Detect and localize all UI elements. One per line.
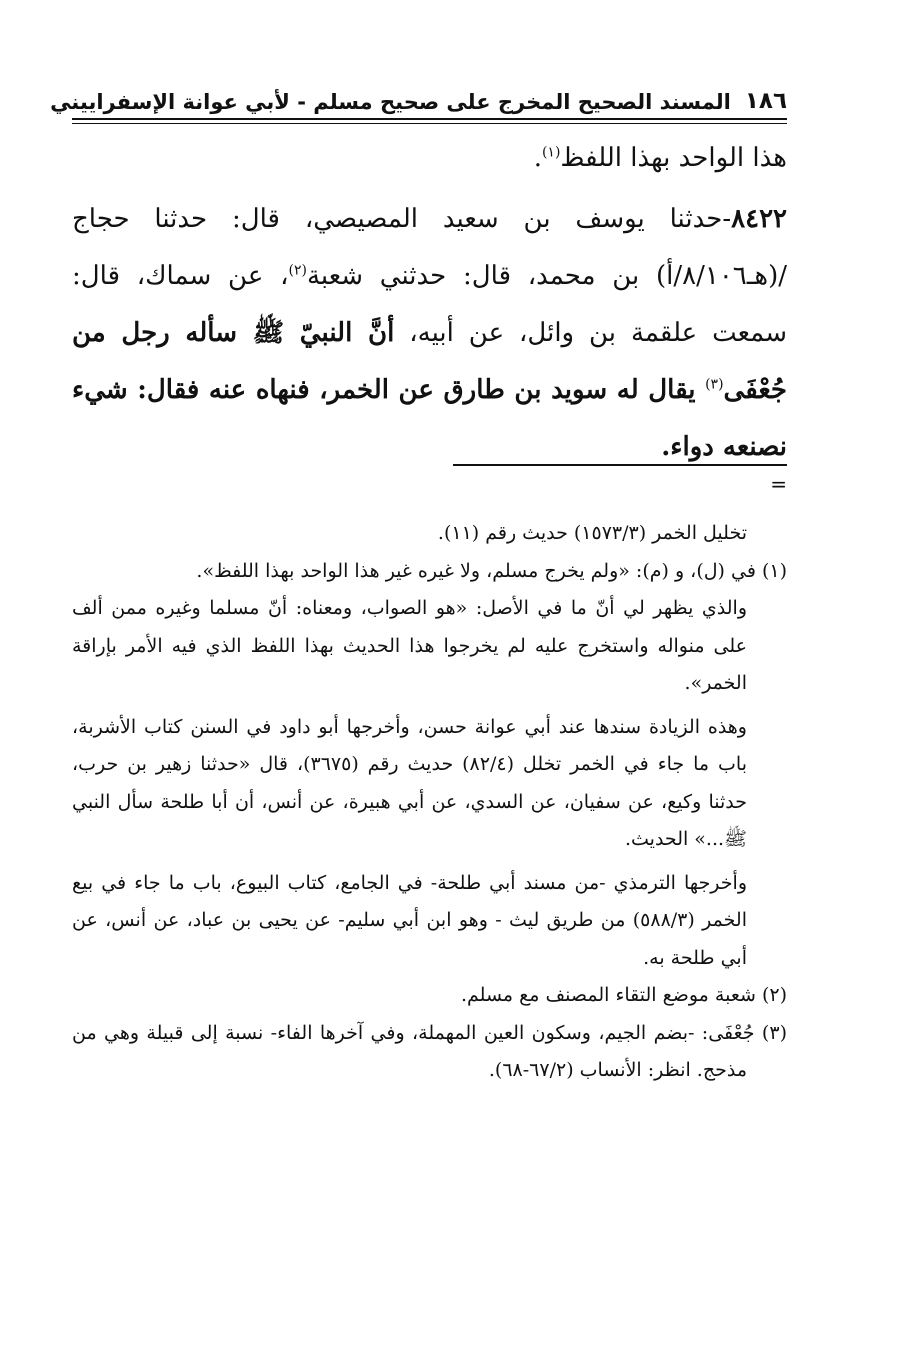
footnote-ref-2: (٢) bbox=[288, 262, 307, 279]
continuation-line bbox=[72, 130, 787, 187]
main-text bbox=[72, 130, 787, 476]
footnote-carry-over: تخليل الخمر (١٥٧٣/٣) حديث رقم (١١). bbox=[437, 522, 747, 544]
footnote-1-para-3: وهذه الزيادة سندها عند أبي عوانة حسن، وأخرجها أبو داود في السنن كتاب الأشربة، باب ما جاء في الخمر تخلل (٨٢/٤) حديث رقم (٣٦٧٥)، قال «حدثنا زهير بن حرب، حدثنا وكيع، عن سفيان، عن السدي، عن أبي هبيرة، عن أنس، أن أبا طلحة سأل النبي ﷺ...» الحديث. bbox=[72, 715, 747, 850]
hadith-chain-cont: ، عن سماك، قال: سمعت علقمة بن وائل، عن أبيه، bbox=[72, 261, 787, 348]
footnote-3: (٣) جُعْفَى: -بضم الجيم، وسكون العين المهملة، وفي آخرها الفاء- نسبة إلى قبيلة وهي من مذحج. انظر: الأنساب (٦٧/٢-٦٨). bbox=[72, 1021, 787, 1081]
hadith-matn-1: أنَّ النبيّ ﷺ سأله رجل من جُعْفَى bbox=[72, 318, 787, 405]
continuation-mark: = bbox=[770, 472, 787, 496]
footnote-2: (٢) شعبة موضع التقاء المصنف مع مسلم. bbox=[461, 984, 787, 1006]
running-title: المسند الصحيح المخرج على صحيح مسلم - لأبي عوانة الإسفراييني bbox=[50, 90, 731, 114]
header-rule-thin bbox=[72, 123, 787, 124]
footnotes bbox=[72, 515, 787, 1090]
continuation-text: هذا الواحد بهذا اللفظ bbox=[560, 143, 787, 173]
continuation-end: . bbox=[533, 143, 542, 173]
footnote-ref-3: (٣) bbox=[705, 376, 724, 393]
footnote-1-para-4: وأخرجها الترمذي -من مسند أبي طلحة- في الجامع، كتاب البيوع، باب ما جاء في بيع الخمر (٥٨٨/٣) من طريق ليث - وهو ابن أبي سليم- عن يحيى بن عباد، عن أنس، عن أبي طلحة به. bbox=[72, 871, 747, 969]
footnote-separator bbox=[453, 464, 787, 466]
header-rule bbox=[72, 118, 787, 120]
hadith-paragraph bbox=[72, 191, 787, 476]
footnote-1: (١) في (ل)، و (م): «ولم يخرج مسلم، ولا غيره غير هذا الواحد بهذا اللفظ». bbox=[196, 559, 787, 582]
hadith-number: ٨٤٢٢ bbox=[731, 204, 787, 234]
footnote-1-para-2: والذي يظهر لي أنّ ما في الأصل: «هو الصواب، ومعناه: أنّ مسلما وغيره ممن ألف على منواله واستخرج عليه لم يخرجوا هذا الحديث بهذا اللفظ الذي فيه الأمر بإراقة الخمر». bbox=[72, 597, 747, 694]
footnote-ref-1: (١) bbox=[541, 144, 561, 161]
hadith-chain: -حدثنا يوسف بن سعيد المصيصي، قال: حدثنا حجاج /(هـ٨/١٠٦/أ) بن محمد، قال: حدثني شعبة bbox=[72, 204, 787, 291]
page-number: ١٨٦ bbox=[744, 88, 787, 114]
hadith-matn-2: يقال له سويد بن طارق عن الخمر، فنهاه عنه فقال: شيء نصنعه دواء. bbox=[72, 375, 787, 462]
running-header bbox=[50, 80, 787, 114]
